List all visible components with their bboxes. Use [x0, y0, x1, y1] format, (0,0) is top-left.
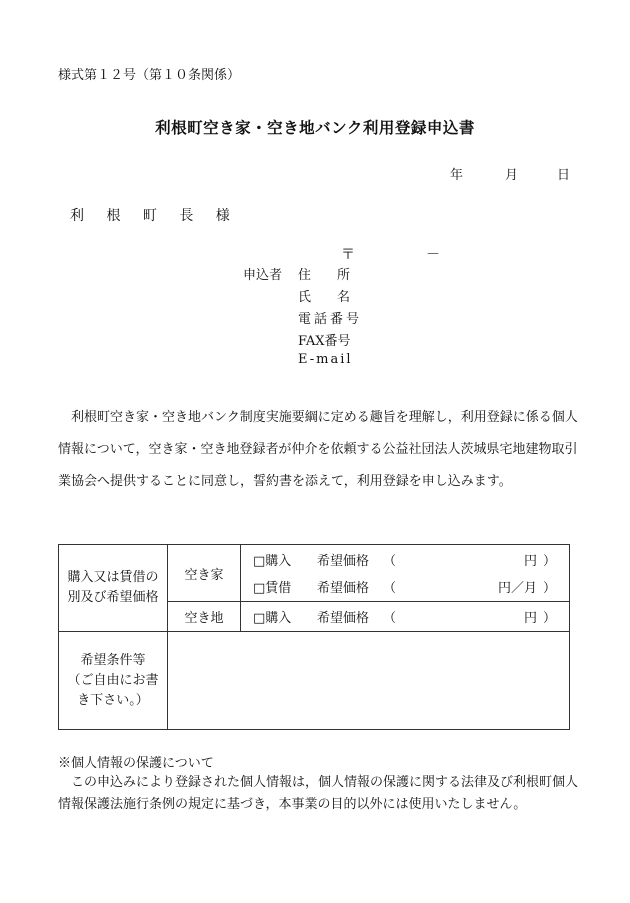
conditions-label-line1: 希望条件等 — [80, 652, 146, 668]
akichi-buy-row[interactable] — [253, 603, 557, 630]
postal-mark: 〒 — [341, 247, 355, 263]
akiya-rent-open-paren: （ — [383, 581, 397, 596]
date-year: 年 — [450, 168, 464, 183]
body-text: 利根町空き家・空き地バンク制度実施要綱に定める趣旨を理解し，利用登録に係る個人情報について，空き家・空き地登録者が仲介を依頼する公益社団法人茨城県宅地建物取引業協会へ提供することに同意し，誓約書を添えて，利用登録を申し込みます。 — [58, 410, 578, 489]
akichi-buy-unit: 円 — [523, 611, 537, 626]
akiya-buy-unit: 円 — [523, 554, 537, 569]
kind-label-line2: 別及び希望価格 — [67, 590, 159, 605]
akiya-label: 空き家 — [168, 545, 241, 602]
akichi-buy-checkbox[interactable]: □購入 — [253, 611, 292, 626]
akichi-options — [241, 602, 570, 632]
akiya-buy-open-paren: （ — [383, 554, 397, 569]
privacy-notice-body: この申込みにより登録された個人情報は，個人情報の保護に関する法律及び利根町個人情報保護法施行条例の規定に基づき，本事業の目的以外には使用いたしません。 — [58, 775, 579, 812]
akiya-rent-checkbox[interactable]: □賃借 — [253, 581, 292, 596]
tel-label: 電話番号 — [298, 312, 363, 327]
conditions-label-line3: き下さい。） — [77, 692, 149, 708]
kind-label-cell — [59, 545, 168, 632]
privacy-notice-title: ※個人情報の保護について — [58, 756, 214, 771]
akiya-buy-close-paren: ） — [543, 554, 557, 569]
address-label: 住 所 — [298, 268, 351, 283]
applicant-label: 申込者 — [243, 268, 283, 283]
email-label: E-mail — [298, 352, 353, 367]
conditions-label-cell — [59, 632, 168, 730]
akiya-buy-row[interactable] — [253, 546, 557, 573]
akiya-rent-unit: 円／月 — [497, 581, 537, 596]
akiya-options — [241, 545, 570, 602]
akichi-buy-price-label: 希望価格 — [317, 611, 370, 626]
akichi-label: 空き地 — [168, 602, 241, 632]
akiya-buy-checkbox[interactable]: □購入 — [253, 554, 292, 569]
kind-label-line1: 購入又は賃借の — [67, 570, 159, 585]
registration-table — [58, 544, 570, 730]
akiya-buy-price-label: 希望価格 — [317, 554, 370, 569]
akichi-buy-open-paren: （ — [383, 611, 397, 626]
akiya-rent-close-paren: ） — [543, 581, 557, 596]
postal-dash: － — [426, 247, 440, 263]
conditions-field[interactable] — [168, 632, 570, 730]
date-month: 月 — [505, 168, 519, 183]
name-label: 氏 名 — [298, 290, 351, 305]
page-title: 利根町空き家・空き地バンク利用登録申込書 — [155, 118, 475, 137]
form-number: 様式第１２号（第１０条関係） — [58, 68, 241, 83]
akichi-buy-close-paren: ） — [543, 611, 557, 626]
addressee: 利 根 町 長 様 — [70, 208, 239, 224]
akiya-rent-row[interactable] — [253, 573, 557, 600]
date-day: 日 — [557, 168, 571, 183]
akiya-rent-price-label: 希望価格 — [317, 581, 370, 596]
conditions-label-line2: （ご自由にお書 — [67, 672, 159, 688]
fax-label: FAX番号 — [298, 334, 351, 349]
